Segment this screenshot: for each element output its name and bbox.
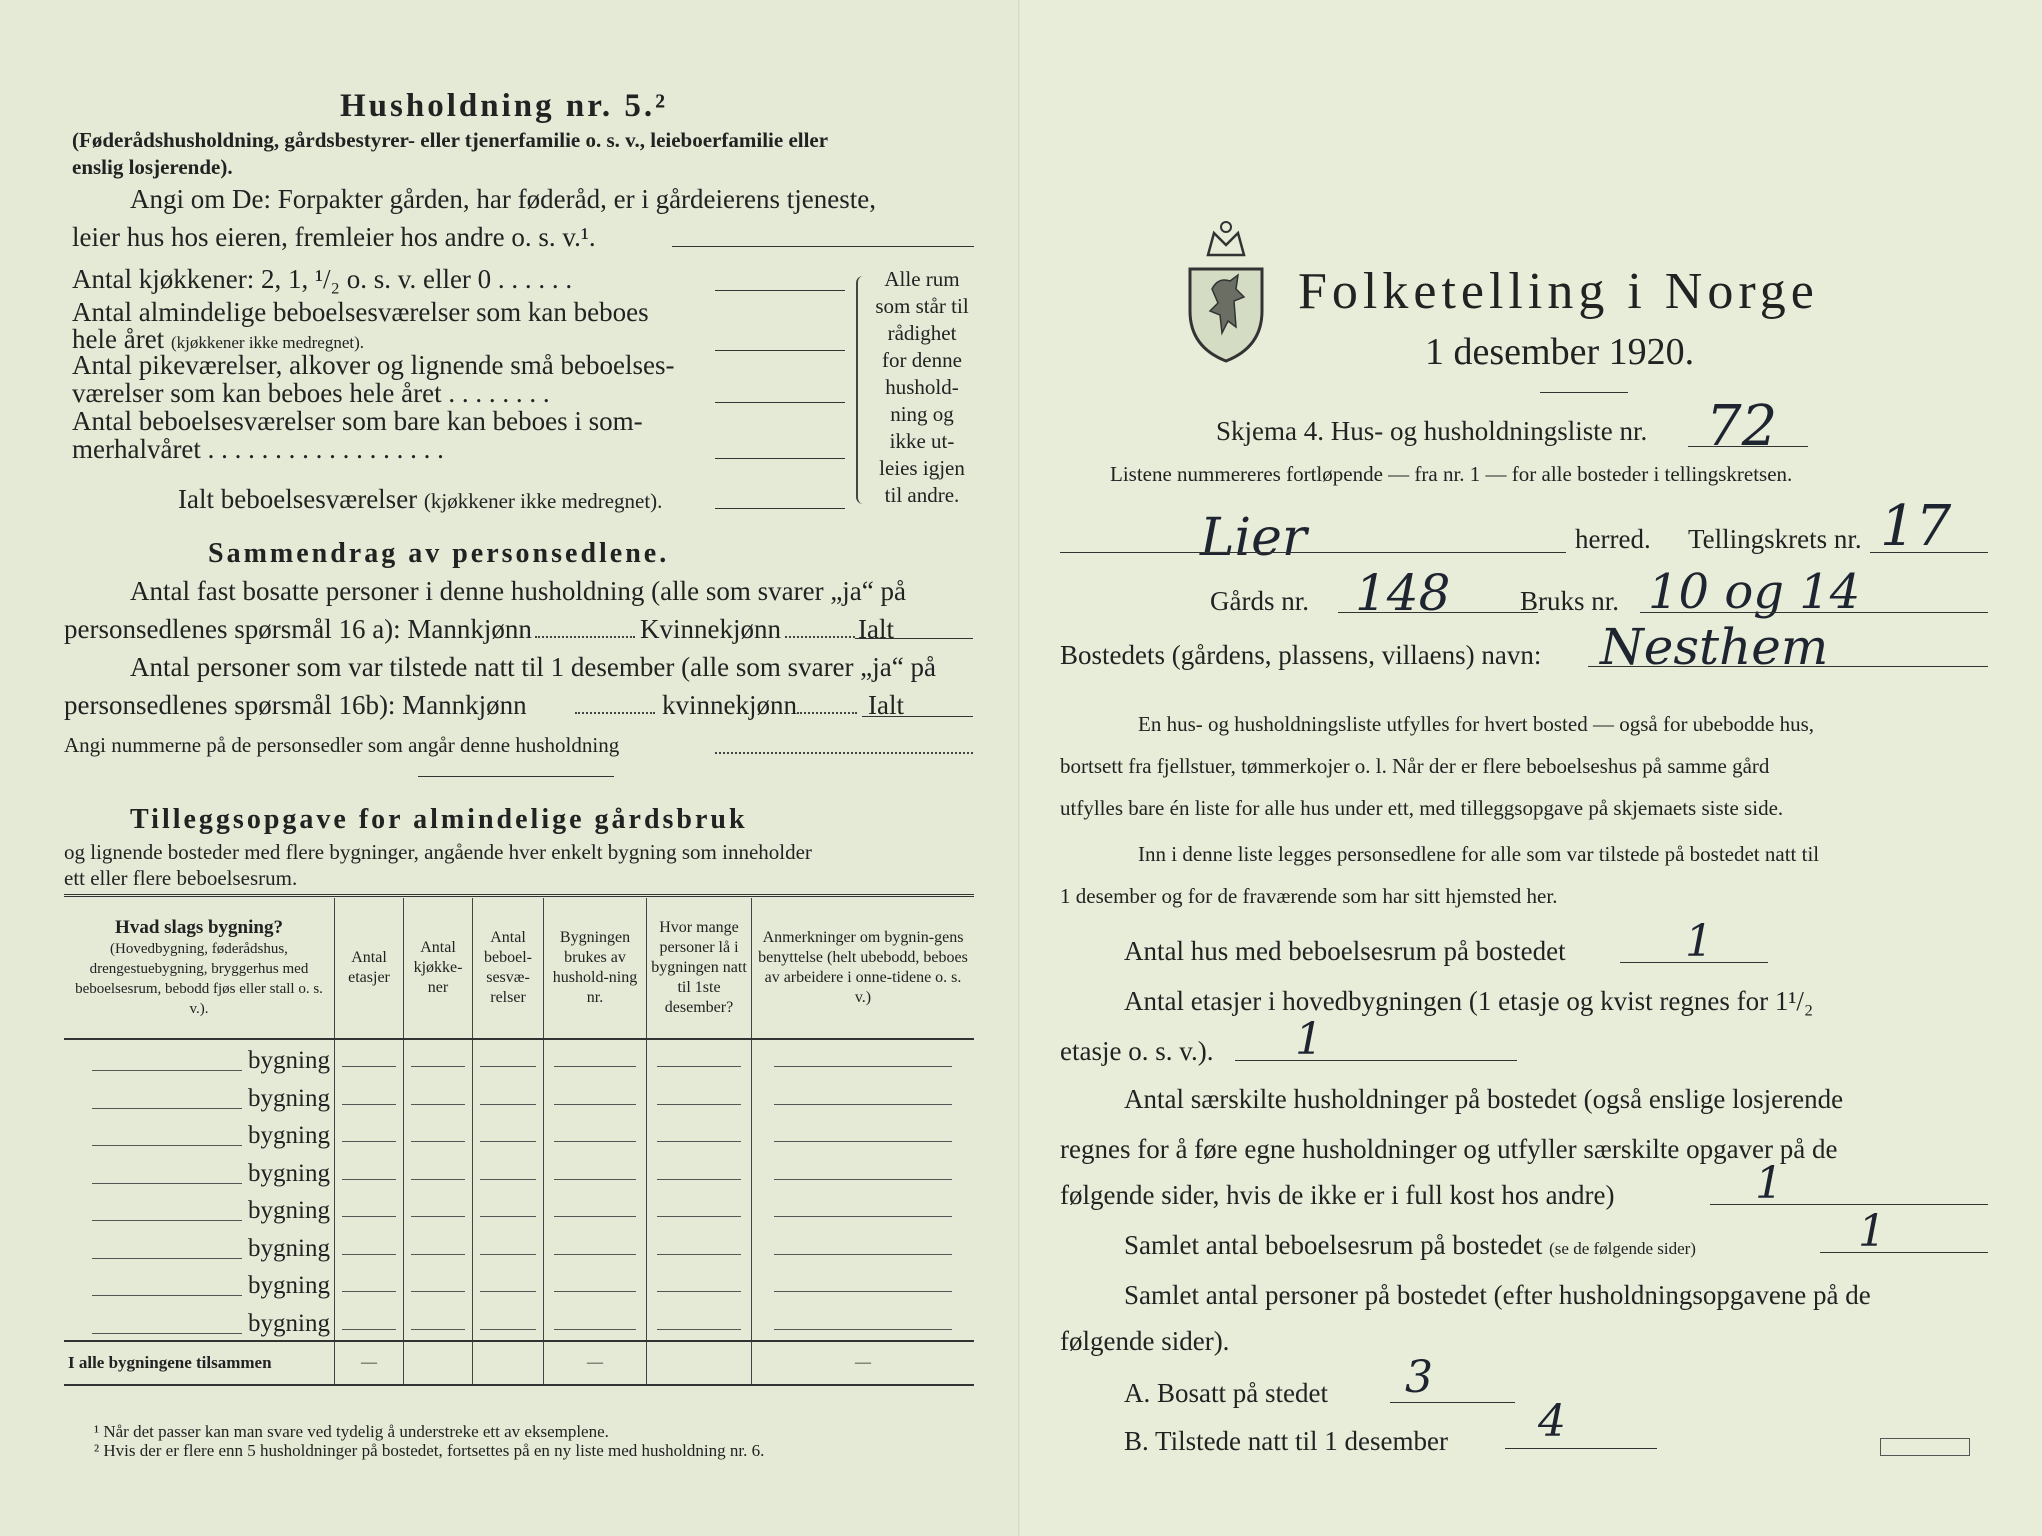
summary-heading: Sammendrag av personsedlene. xyxy=(208,538,670,569)
summary-p1b-female: Kvinnekjønn xyxy=(640,614,781,644)
cell[interactable] xyxy=(647,1303,752,1342)
cell[interactable] xyxy=(404,1039,473,1078)
table-total-row xyxy=(64,1341,974,1385)
q-total-rooms: Ialt beboelsesværelser xyxy=(178,484,418,514)
list-number-line xyxy=(1688,446,1808,447)
r4-label-wrap xyxy=(1124,1230,1696,1261)
total-label: I alle bygningene tilsammen xyxy=(64,1341,335,1385)
building-type-field[interactable] xyxy=(92,1159,242,1184)
cell[interactable] xyxy=(473,1190,544,1228)
krets-label: Tellingskrets nr. xyxy=(1688,524,1862,554)
info-1b: bortsett fra fjellstuer, tømmerkojer o. l. Når der er flere beboelseshus på samme gård xyxy=(1060,754,1770,778)
row-label: bygning xyxy=(248,1272,330,1300)
male-resident-field[interactable] xyxy=(535,636,635,638)
section-divider xyxy=(418,776,614,777)
supplement-heading: Tilleggsopgave for almindelige gårdsbruk xyxy=(130,804,748,835)
gards-line xyxy=(1338,612,1538,613)
cell[interactable] xyxy=(335,1153,404,1191)
summer-rooms-answer-line[interactable] xyxy=(715,458,845,459)
cell[interactable] xyxy=(647,1190,752,1228)
male-present-field[interactable] xyxy=(575,712,655,714)
right-page xyxy=(1020,0,2042,1536)
info-1a: En hus- og husholdningsliste utfylles for hvert bosted — også for ubebodde hus, xyxy=(1138,712,1814,736)
cell[interactable] xyxy=(752,1039,975,1078)
row-label: bygning xyxy=(248,1084,330,1112)
info-1c: utfylles bare én liste for alle hus under ett, med tilleggsopgave på skjemaets siste side. xyxy=(1060,796,1784,820)
side-note-line: ning og xyxy=(890,402,954,426)
total-rooms[interactable] xyxy=(473,1341,544,1385)
total-kitchens[interactable] xyxy=(404,1341,473,1385)
cell[interactable] xyxy=(473,1153,544,1191)
angi-line-2: leier hus hos eieren, fremleier hos andre o. s. v.¹. xyxy=(72,222,596,252)
side-note-line: som står til xyxy=(875,294,969,318)
cell[interactable] xyxy=(647,1039,752,1078)
female-resident-field[interactable] xyxy=(785,636,855,638)
kitchens-answer-line[interactable] xyxy=(715,290,845,291)
cell[interactable] xyxy=(404,1115,473,1153)
angi-answer-line[interactable] xyxy=(672,246,974,247)
r1-label: Antal hus med beboelsesrum på bostedet xyxy=(1124,936,1566,966)
list-number-value[interactable]: 72 xyxy=(1706,394,1778,459)
cell[interactable] xyxy=(752,1265,975,1303)
cell[interactable] xyxy=(752,1190,975,1228)
q-rooms-b-note: (kjøkkener ikke medregnet). xyxy=(170,333,364,352)
cell[interactable] xyxy=(473,1303,544,1342)
cell[interactable] xyxy=(752,1153,975,1191)
info-2a: Inn i denne liste legges personsedlene for alle som var tilstede på bostedet natt til xyxy=(1138,842,1820,866)
brace xyxy=(856,276,863,504)
building-type-field[interactable] xyxy=(92,1234,242,1259)
col-floors: Antal etasjer xyxy=(335,898,404,1039)
col-building-type-text: (Hovedbygning, føderådshus, drengestuebygning, bryggerhus med beboelsesrum, bebodd fjøs eller stall o. s. v.). xyxy=(75,940,323,1017)
col-persons: Hvor mange personer lå i bygningen natt til 1ste desember? xyxy=(647,898,752,1039)
cell[interactable] xyxy=(544,1190,647,1228)
rA-line xyxy=(1390,1402,1515,1403)
angi-line-1: Angi om De: Forpakter gården, har føderåd, er i gårdeierens tjeneste, xyxy=(130,184,876,214)
cell[interactable] xyxy=(335,1115,404,1153)
building-type-field[interactable] xyxy=(92,1196,242,1221)
table-row[interactable] xyxy=(64,1153,974,1191)
summary-p2b-female: kvinnekjønn xyxy=(662,690,797,720)
cell[interactable] xyxy=(335,1303,404,1342)
total-rooms-answer-line[interactable] xyxy=(715,508,845,509)
r3-line xyxy=(1710,1204,1988,1205)
cell[interactable] xyxy=(335,1039,404,1078)
summary-p1b-total: Ialt xyxy=(858,614,894,644)
cell[interactable] xyxy=(544,1115,647,1153)
r4-line xyxy=(1820,1252,1988,1253)
cell[interactable] xyxy=(647,1115,752,1153)
printer-stamp xyxy=(1880,1438,1970,1456)
cell[interactable] xyxy=(752,1078,975,1116)
footnote-1: ¹ Når det passer kan man svare ved tydelig å understreke ett av eksemplene. xyxy=(94,1422,609,1441)
rB-line xyxy=(1505,1448,1657,1449)
bruks-value[interactable]: 10 og 14 xyxy=(1648,564,1861,620)
r3-value[interactable]: 1 xyxy=(1755,1158,1783,1209)
cell[interactable] xyxy=(544,1303,647,1342)
col-rooms: Antal beboel-sesvæ-relser xyxy=(473,898,544,1039)
info-2b: 1 desember og for de fraværende som har sitt hjemsted her. xyxy=(1060,884,1558,908)
person-numbers-field[interactable] xyxy=(715,752,973,754)
census-title: Folketelling i Norge xyxy=(1298,263,1819,320)
r2-value[interactable]: 1 xyxy=(1295,1014,1323,1065)
table-row[interactable] xyxy=(64,1303,974,1342)
cell[interactable] xyxy=(335,1190,404,1228)
r3a-label: Antal særskilte husholdninger på bostedet (også enslige losjerende xyxy=(1124,1084,1844,1114)
total-household: — xyxy=(544,1341,647,1385)
gards-value[interactable]: 148 xyxy=(1355,564,1451,622)
side-note-line: ikke ut- xyxy=(889,429,955,453)
building-type-field[interactable] xyxy=(92,1046,242,1071)
herred-label: herred. xyxy=(1575,524,1651,554)
cell[interactable] xyxy=(473,1265,544,1303)
q-summer-rooms-b: merhalvåret . . . . . . . . . . . . . . . . . . xyxy=(72,434,444,464)
cell[interactable] xyxy=(647,1228,752,1266)
krets-value[interactable]: 17 xyxy=(1880,494,1952,559)
cell[interactable] xyxy=(544,1228,647,1266)
r1-value[interactable]: 1 xyxy=(1685,916,1713,967)
summary-p1b: personsedlenes spørsmål 16 a): Mannkjønn xyxy=(64,614,532,644)
rA-label: A. Bosatt på stedet xyxy=(1124,1378,1328,1408)
cell[interactable] xyxy=(473,1115,544,1153)
row-label-cell xyxy=(64,1228,335,1266)
table-row[interactable] xyxy=(64,1115,974,1153)
q-small-rooms-b: værelser som kan beboes hele året . . . . . . . . xyxy=(72,378,550,408)
side-note-line: til andre. xyxy=(884,483,960,507)
total-resident-field[interactable] xyxy=(855,638,973,639)
row-label-cell xyxy=(64,1039,335,1078)
total-remarks: — xyxy=(752,1341,975,1385)
summary-p2b: personsedlenes spørsmål 16b): Mannkjønn xyxy=(64,690,527,720)
cell[interactable] xyxy=(544,1153,647,1191)
small-rooms-answer-line[interactable] xyxy=(715,402,845,403)
col-kitchens: Antal kjøkke-ner xyxy=(404,898,473,1039)
cell[interactable] xyxy=(647,1153,752,1191)
col-remarks: Anmerkninger om bygnin-gens benyttelse (helt ubebodd, beboes av arbeidere i onne-tidene o. s. v.) xyxy=(752,898,975,1039)
q-total-rooms-note: (kjøkkener ikke medregnet). xyxy=(423,489,663,513)
household-subtitle: (Føderådshusholdning, gårdsbestyrer- eller tjenerfamilie o. s. v., leieboerfamilie eller xyxy=(72,128,829,152)
table-row[interactable] xyxy=(64,1228,974,1266)
bosted-label: Bostedets (gårdens, plassens, villaens) navn: xyxy=(1060,640,1542,670)
row-label: bygning xyxy=(248,1047,330,1075)
female-present-field[interactable] xyxy=(797,712,857,714)
listene-note: Listene nummereres fortløpende — fra nr. 1 — for alle bosteder i tellingskretsen. xyxy=(1110,462,1793,486)
cell[interactable] xyxy=(335,1265,404,1303)
q-summer-rooms-a: Antal beboelsesværelser som bare kan beboes i som- xyxy=(72,406,643,436)
herred-line xyxy=(1060,552,1566,553)
r5b-label: følgende sider). xyxy=(1060,1326,1230,1356)
q-kitchens: Antal kjøkkener: 2, 1, ¹/₂ o. s. v. eller 0 . . . . . . xyxy=(72,264,573,294)
row-label: bygning xyxy=(248,1309,330,1337)
q-small-rooms-a: Antal pikeværelser, alkover og lignende små beboelses- xyxy=(72,350,675,380)
row-label: bygning xyxy=(248,1159,330,1187)
building-type-field[interactable] xyxy=(92,1271,242,1296)
herred-value[interactable]: Lier xyxy=(1200,508,1307,568)
cell[interactable] xyxy=(544,1039,647,1078)
row-label: bygning xyxy=(248,1234,330,1262)
row-label-cell xyxy=(64,1303,335,1342)
summary-p3: Angi nummerne på de personsedler som angår denne husholdning xyxy=(64,733,620,757)
summary-p2b-total: Ialt xyxy=(868,690,904,720)
row-label-cell xyxy=(64,1115,335,1153)
coat-of-arms-icon xyxy=(1178,215,1274,363)
summary-p2a: Antal personer som var tilstede natt til 1 desember (alle som svarer „ja“ på xyxy=(130,652,936,682)
side-note-line: Alle rum xyxy=(884,267,960,291)
rB-value[interactable]: 4 xyxy=(1538,1396,1566,1447)
col-building-type-title: Hvad slags bygning? xyxy=(115,916,283,938)
r4-value[interactable]: 1 xyxy=(1858,1206,1886,1257)
r1-line xyxy=(1620,962,1768,963)
r3c-label: følgende sider, hvis de ikke er i full kost hos andre) xyxy=(1060,1180,1615,1210)
bosted-line xyxy=(1588,666,1988,667)
summary-p1a: Antal fast bosatte personer i denne husholdning (alle som svarer „ja“ på xyxy=(130,576,906,606)
cell[interactable] xyxy=(335,1078,404,1116)
side-note-line: rådighet xyxy=(887,321,957,345)
table-row[interactable] xyxy=(64,1039,974,1078)
cell[interactable] xyxy=(752,1115,975,1153)
r2a-label: Antal etasjer i hovedbygningen (1 etasje og kvist regnes for 1¹/₂ xyxy=(1124,986,1814,1016)
cell[interactable] xyxy=(544,1078,647,1116)
building-type-field[interactable] xyxy=(92,1121,242,1146)
q-rooms-a: Antal almindelige beboelsesværelser som kan beboes xyxy=(72,297,649,327)
rB-label: B. Tilstede natt til 1 desember xyxy=(1124,1426,1448,1456)
r2-line xyxy=(1235,1060,1517,1061)
building-type-field[interactable] xyxy=(92,1309,242,1334)
cell[interactable] xyxy=(404,1265,473,1303)
cell[interactable] xyxy=(335,1228,404,1266)
cell[interactable] xyxy=(752,1228,975,1266)
left-page xyxy=(0,0,1020,1536)
row-label: bygning xyxy=(248,1197,330,1225)
schema-label: Skjema 4. Hus- og husholdningsliste nr. xyxy=(1216,416,1648,446)
q-total-rooms-wrap xyxy=(178,484,662,515)
supplement-text-b: ett eller flere beboelsesrum. xyxy=(64,866,298,890)
krets-line xyxy=(1870,552,1988,553)
building-table xyxy=(64,898,974,1386)
household-heading: Husholdning nr. 5.² xyxy=(340,88,668,124)
cell[interactable] xyxy=(473,1228,544,1266)
table-row[interactable] xyxy=(64,1078,974,1116)
cell[interactable] xyxy=(647,1265,752,1303)
r4-note: (se de følgende sider) xyxy=(1549,1239,1696,1258)
cell[interactable] xyxy=(544,1265,647,1303)
title-rule xyxy=(1540,392,1628,393)
cell[interactable] xyxy=(752,1303,975,1342)
total-floors: — xyxy=(335,1341,404,1385)
household-subtitle-2: enslig losjerende). xyxy=(72,155,233,179)
bruks-line xyxy=(1640,612,1988,613)
q-rooms-b: hele året xyxy=(72,324,165,354)
bruks-label: Bruks nr. xyxy=(1520,586,1620,616)
cell[interactable] xyxy=(473,1078,544,1116)
table-row[interactable] xyxy=(64,1265,974,1303)
total-present-field[interactable] xyxy=(862,716,973,717)
row-label: bygning xyxy=(248,1122,330,1150)
cell[interactable] xyxy=(647,1078,752,1116)
building-type-field[interactable] xyxy=(92,1084,242,1109)
footnote-2: ² Hvis der er flere enn 5 husholdninger på bostedet, fortsettes på en ny liste med husholdning nr. 6. xyxy=(94,1441,765,1460)
supplement-text-a: og lignende bosteder med flere bygninger, angående hver enkelt bygning som inneholder xyxy=(64,840,812,864)
col-household: Bygningen brukes av hushold-ning nr. xyxy=(544,898,647,1039)
r5a-label: Samlet antal personer på bostedet (efter husholdningsopgavene på de xyxy=(1124,1280,1871,1310)
rA-value[interactable]: 3 xyxy=(1405,1352,1433,1403)
table-row[interactable] xyxy=(64,1190,974,1228)
cell[interactable] xyxy=(473,1039,544,1078)
total-persons[interactable] xyxy=(647,1341,752,1385)
cell[interactable] xyxy=(404,1153,473,1191)
side-note-line: leies igjen xyxy=(879,456,965,480)
census-date: 1 desember 1920. xyxy=(1425,331,1695,373)
row-label-cell xyxy=(64,1190,335,1228)
r2b-label: etasje o. s. v.). xyxy=(1060,1036,1214,1066)
side-note-line: hushold- xyxy=(885,375,959,399)
side-note-line: for denne xyxy=(882,348,962,372)
row-label-cell xyxy=(64,1153,335,1191)
cell[interactable] xyxy=(404,1078,473,1116)
bosted-value[interactable]: Nesthem xyxy=(1600,618,1829,676)
cell[interactable] xyxy=(404,1228,473,1266)
table-top-rule xyxy=(64,894,974,897)
row-label-cell xyxy=(64,1265,335,1303)
side-note xyxy=(872,266,972,509)
gards-label: Gårds nr. xyxy=(1210,586,1309,616)
r3b-label: regnes for å føre egne husholdninger og utfyller særskilte opgaver på de xyxy=(1060,1134,1838,1164)
rooms-answer-line[interactable] xyxy=(715,350,845,351)
cell[interactable] xyxy=(404,1303,473,1342)
cell[interactable] xyxy=(404,1190,473,1228)
r4-label: Samlet antal beboelsesrum på bostedet xyxy=(1124,1230,1543,1260)
row-label-cell xyxy=(64,1078,335,1116)
col-building-type xyxy=(64,898,335,1039)
